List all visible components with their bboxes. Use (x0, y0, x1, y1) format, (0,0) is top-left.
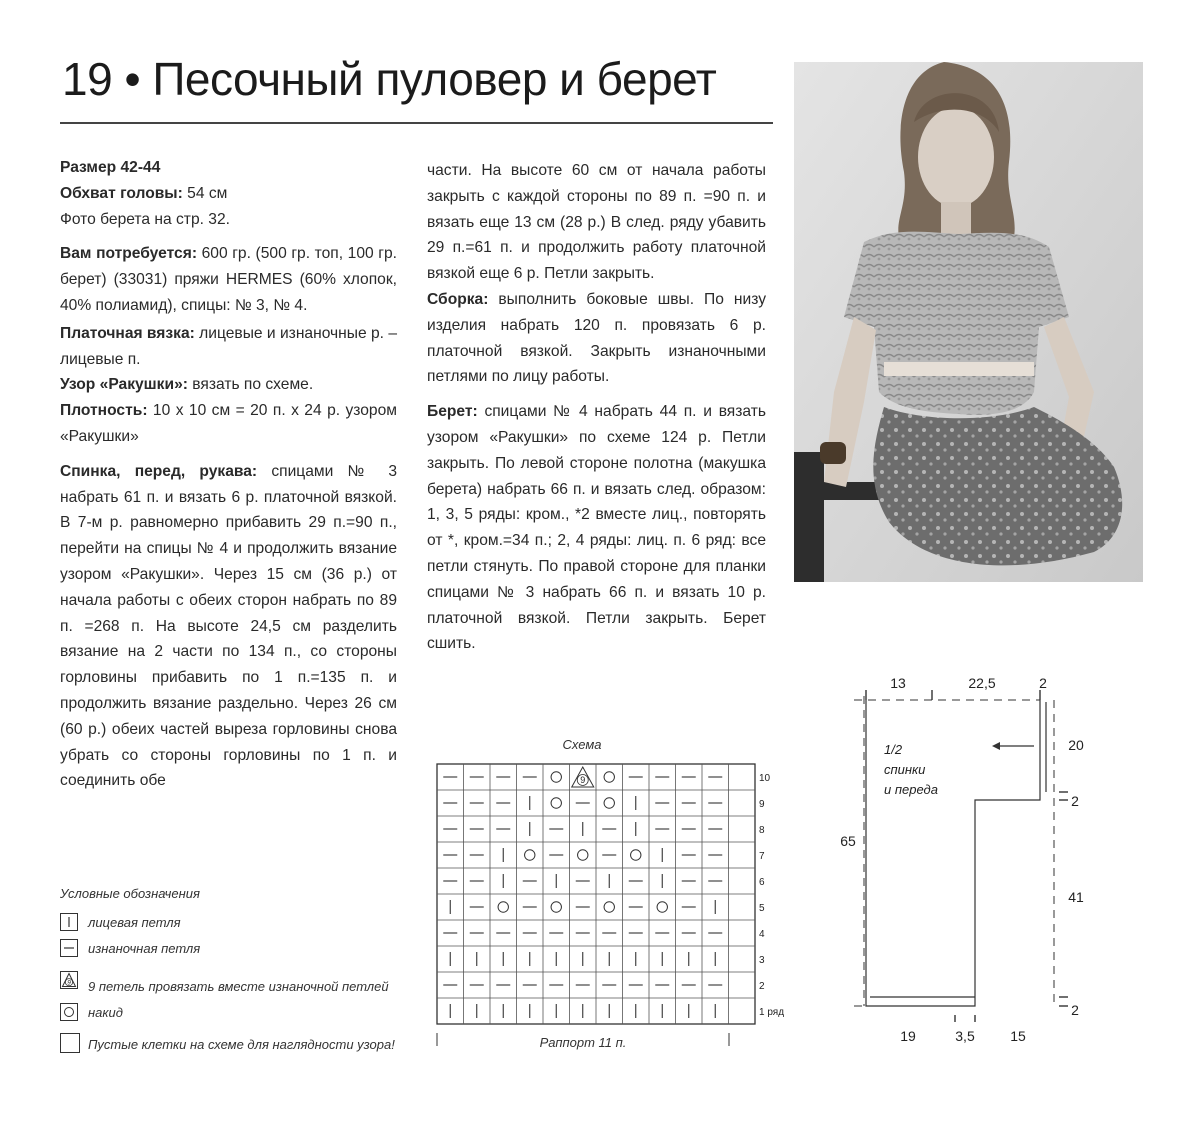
empty-cells-note: Пустые клетки на схеме для наглядности узора! (88, 1037, 395, 1052)
dec9-symbol-number: 9 (67, 979, 71, 987)
density-text: 10 х 10 см = 20 п. х 24 р. узором «Ракушки» (60, 402, 397, 445)
chart-row-number: 4 (759, 929, 765, 940)
dim-width-22-5: 22,5 (968, 675, 996, 691)
chart-row-number: 3 (759, 955, 765, 966)
head-label: Обхват головы: (60, 184, 183, 202)
page-title: 19 • Песочный пуловер и берет (62, 53, 717, 105)
chart-grid (437, 764, 755, 1024)
assembly-label: Сборка: (427, 290, 489, 308)
schematic-label-front: и переда (884, 782, 938, 797)
model-photo-illustration (794, 62, 1143, 582)
dim-height-2-top: 2 (1071, 793, 1079, 809)
chart-title: Схема (562, 737, 602, 752)
dim-height-20: 20 (1068, 737, 1084, 753)
assembly-text: выполнить боковые швы. По низу изделия набрать 120 п. провязать 6 р. платочной вязкой. Закрыть изнаночными петлями по лицу работы. (427, 290, 766, 386)
garter-text: лицевые и изнаночные р. – лицевые п. (60, 324, 397, 368)
back-front-sleeves-label: Спинка, перед, рукава: (60, 462, 258, 480)
size-label: Размер 42-44 (60, 159, 161, 176)
yarn-over-icon (498, 902, 508, 912)
beret-label: Берет: (427, 403, 478, 421)
dec9-symbol-icon (60, 971, 78, 989)
chart-row-number: 2 (759, 981, 765, 992)
circle-icon (61, 1004, 77, 1020)
head-value: 54 см (182, 184, 228, 202)
dim-height-41: 41 (1068, 889, 1084, 905)
dec9-number: 9 (580, 775, 586, 785)
yarn-over-icon (525, 850, 535, 860)
model-photo (794, 62, 1143, 582)
chart-row-number: 5 (759, 903, 765, 914)
dim-bottom-3-5: 3,5 (955, 1028, 975, 1044)
pattern-schematic (840, 670, 1100, 1050)
yarn-over-icon (551, 798, 561, 808)
density-label: Плотность: (60, 402, 148, 420)
purl-symbol-icon (60, 939, 78, 957)
yarn-over-icon (604, 798, 614, 808)
repeat-label: Раппорт 11 п. (539, 1035, 627, 1050)
triangle-icon (61, 972, 77, 988)
schematic-label-half: 1/2 (884, 742, 903, 757)
dec9-label: 9 петель провязать вместе изнаночной петлей (88, 979, 389, 994)
chart-row-number: 9 (759, 799, 765, 810)
yarn-over-icon (551, 902, 561, 912)
text-column-2 (427, 158, 766, 662)
dim-height-65: 65 (840, 833, 856, 849)
back-front-sleeves-text: спицами № 3 набрать 61 п. и вязать 6 р. платочной вязкой. В 7-м р. равномерно прибавить 29 п.=90 п., перейти на спицы № 4 и продолжить вязание узором «Ракушки». Через 15 см (36 р.) от начала работы с обеих сторон набрать по 89 п. =268 п. На высоте 24,5 см разделить вязание на 2 части по 134 п., со стороны горловины прибавить по 1 п.=135 п. и продолжить вязание раздельно. Через 26 см (60 р.) обеих частей выреза горловины снова убрать со стороны горловины по 1 п. и соединить обе (60, 462, 397, 790)
dim-width-2: 2 (1039, 675, 1047, 691)
chart-row-number: 7 (759, 851, 765, 862)
direction-arrow (992, 742, 1034, 750)
stitch-chart (420, 730, 785, 1060)
chart-row-number: 10 (759, 773, 771, 784)
dim-height-2-bottom: 2 (1071, 1002, 1079, 1018)
schematic-label-back: спинки (884, 762, 926, 777)
knit-stroke-icon (61, 914, 77, 930)
yarn-over-icon (551, 772, 561, 782)
shell-text: вязать по схеме. (187, 376, 314, 394)
knit-symbol-icon (60, 913, 78, 931)
yarn-over-icon (604, 772, 614, 782)
purl-stroke-icon (61, 940, 77, 956)
chart-row-numbers (759, 773, 784, 1018)
legend-title: Условные обозначения (60, 886, 200, 901)
materials-label: Вам потребуется: (60, 245, 198, 263)
materials-text: 600 гр. (500 гр. топ, 100 гр. берет) (33031) пряжи HERMES (60% хлопок, 40% полиамид), спицы: № 3, № 4. (60, 245, 397, 314)
garter-label: Платочная вязка: (60, 324, 195, 342)
yarn-over-icon (604, 902, 614, 912)
purl-label: изнаночная петля (88, 941, 201, 956)
chart-row-number: 6 (759, 877, 765, 888)
title-rule (60, 122, 773, 124)
chart-row-number: 8 (759, 825, 765, 836)
chart-row-number: 1 ряд (759, 1007, 785, 1018)
yarn-over-icon (578, 850, 588, 860)
knit-label: лицевая петля (88, 915, 181, 930)
empty-cell-icon (60, 1033, 80, 1053)
dim-width-13: 13 (890, 675, 906, 691)
yarn-over-icon (631, 850, 641, 860)
chart-symbols (443, 767, 722, 1018)
beret-text: спицами № 4 набрать 44 п. и вязать узором «Ракушки» по схеме 124 р. Петли закрыть. По левой стороне полотна (макушка берета) набрать 66 п. и вязать след. образом: 1, 3, 5 ряды: кром., *2 вместе лиц., повторять от *, кром.=34 п.; 2, 4 ряды: лиц. п. 6 ряд: все петли стянуть. По правой стороне для планки спицами № 3 набрать 66 п. и вязать 10 р. платочной вязкой. Петли закрыть. Берет сшить. (427, 403, 766, 653)
photo-note: Фото берета на стр. 32. (60, 210, 230, 228)
dim-bottom-15: 15 (1010, 1028, 1026, 1044)
yarn-over-icon (657, 902, 667, 912)
shell-label: Узор «Ракушки»: (60, 376, 188, 394)
yarn-over-symbol-icon (60, 1003, 78, 1021)
text-column-1 (60, 155, 397, 799)
yo-label: накид (88, 1005, 123, 1020)
continuation-text: части. На высоте 60 см от начала работы закрыть с каждой стороны по 89 п. =90 п. и вязать еще 13 см (28 р.) В след. ряду убавить 29 п.=61 п. и продолжить работу платочной вязкой еще 6 р. Петли закрыть. (427, 162, 766, 283)
dim-bottom-19: 19 (900, 1028, 916, 1044)
